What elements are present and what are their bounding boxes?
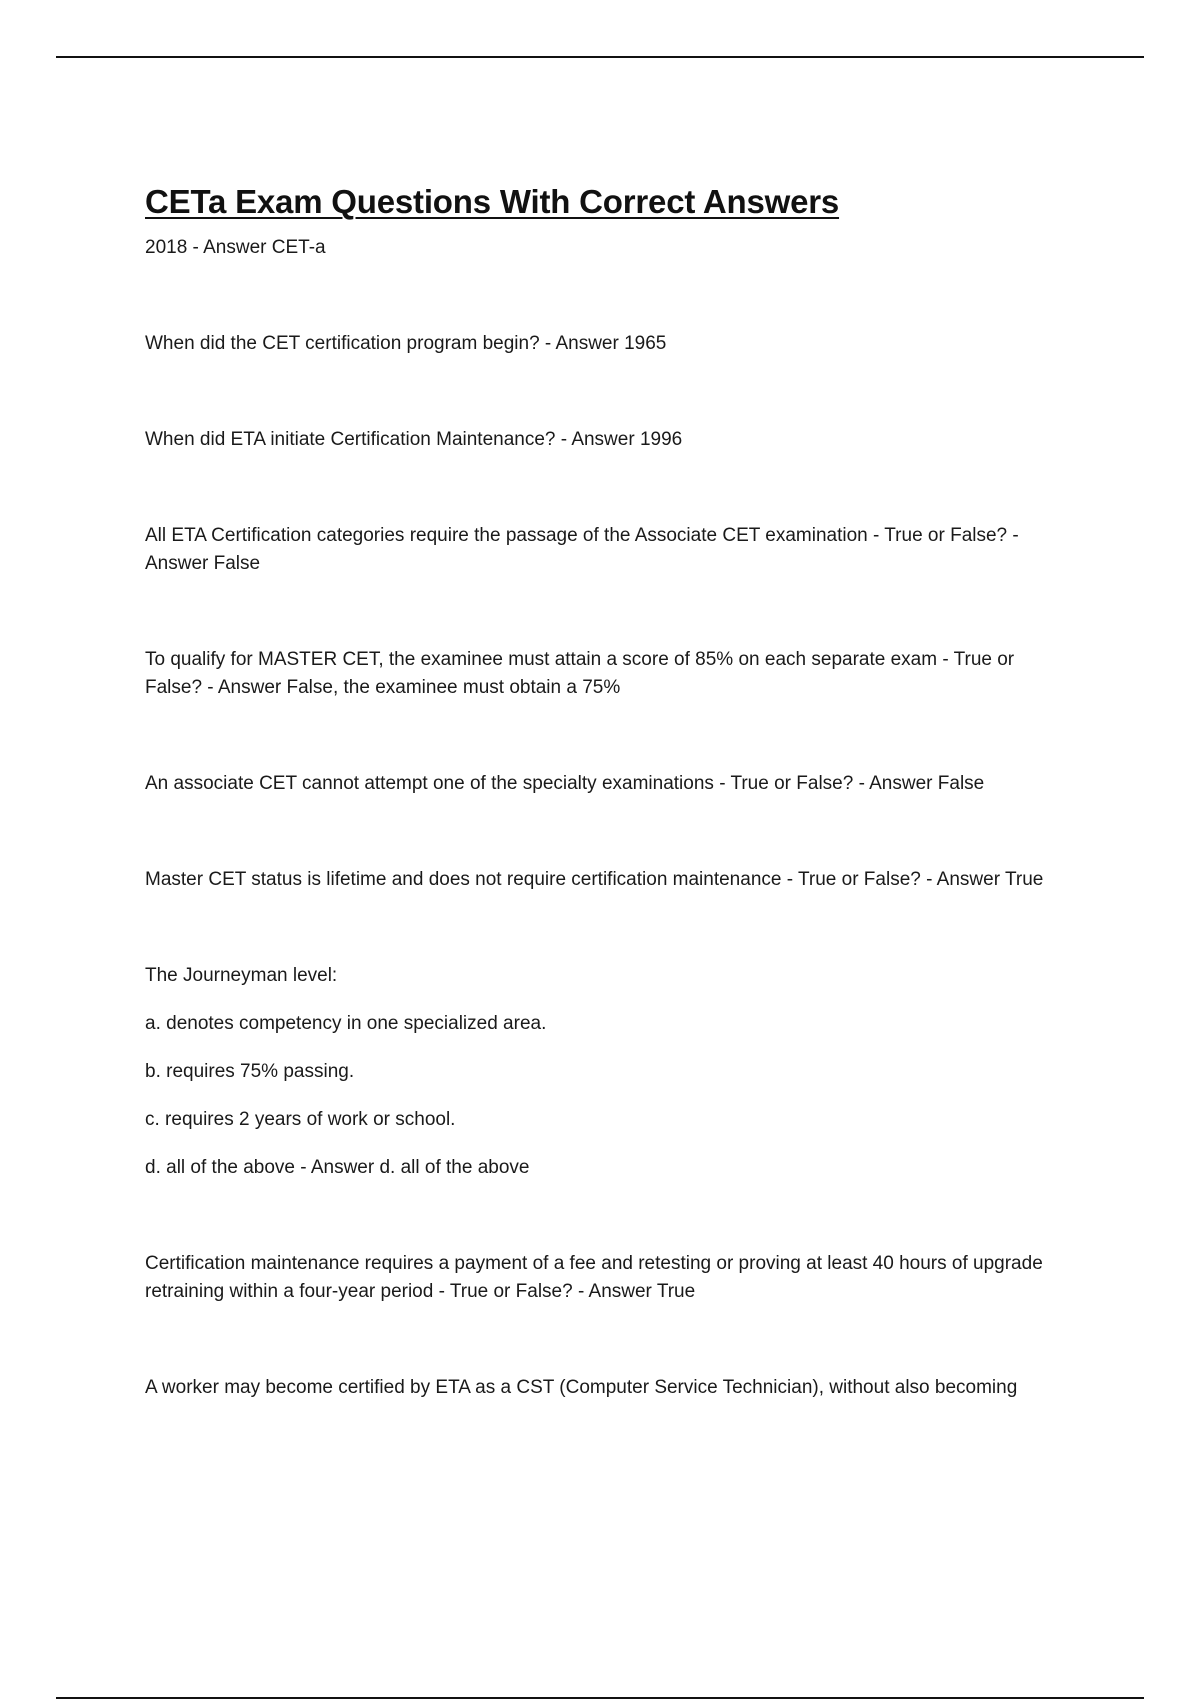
- qa-item: An associate CET cannot attempt one of the specialty examinations - True or False? - Answer False: [145, 773, 985, 794]
- page-top-rule: [56, 56, 1144, 58]
- qa-item: To qualify for MASTER CET, the examinee must attain a score of 85% on each separate exam - True or False? - Answer False, the examinee must obtain a 75%: [145, 649, 1020, 698]
- page-bottom-rule: [56, 1697, 1144, 1699]
- qa-item: All ETA Certification categories require the passage of the Associate CET examination - True or False? - Answer False: [145, 525, 1023, 574]
- journeyman-option: a. denotes competency in one specialized area.: [145, 1013, 547, 1034]
- journeyman-option: d. all of the above - Answer d. all of the above: [145, 1157, 530, 1178]
- qa-item: Certification maintenance requires a payment of a fee and retesting or proving at least 40 hours of upgrade retraining within a four-year period - True or False? - Answer True: [145, 1253, 1049, 1302]
- journeyman-option: c. requires 2 years of work or school.: [145, 1109, 456, 1130]
- journeyman-option: b. requires 75% passing.: [145, 1061, 355, 1082]
- qa-item: A worker may become certified by ETA as a CST (Computer Service Technician), without also becoming: [145, 1377, 1018, 1398]
- document-body: [145, 180, 1065, 1402]
- document-title: CETa Exam Questions With Correct Answers: [145, 183, 840, 220]
- qa-item: Master CET status is lifetime and does not require certification maintenance - True or False? - Answer True: [145, 869, 1044, 890]
- journeyman-question: The Journeyman level:: [145, 965, 338, 986]
- qa-item: When did ETA initiate Certification Maintenance? - Answer 1996: [145, 429, 683, 450]
- qa-item: When did the CET certification program begin? - Answer 1965: [145, 333, 667, 354]
- intro-line: 2018 - Answer CET-a: [145, 237, 326, 258]
